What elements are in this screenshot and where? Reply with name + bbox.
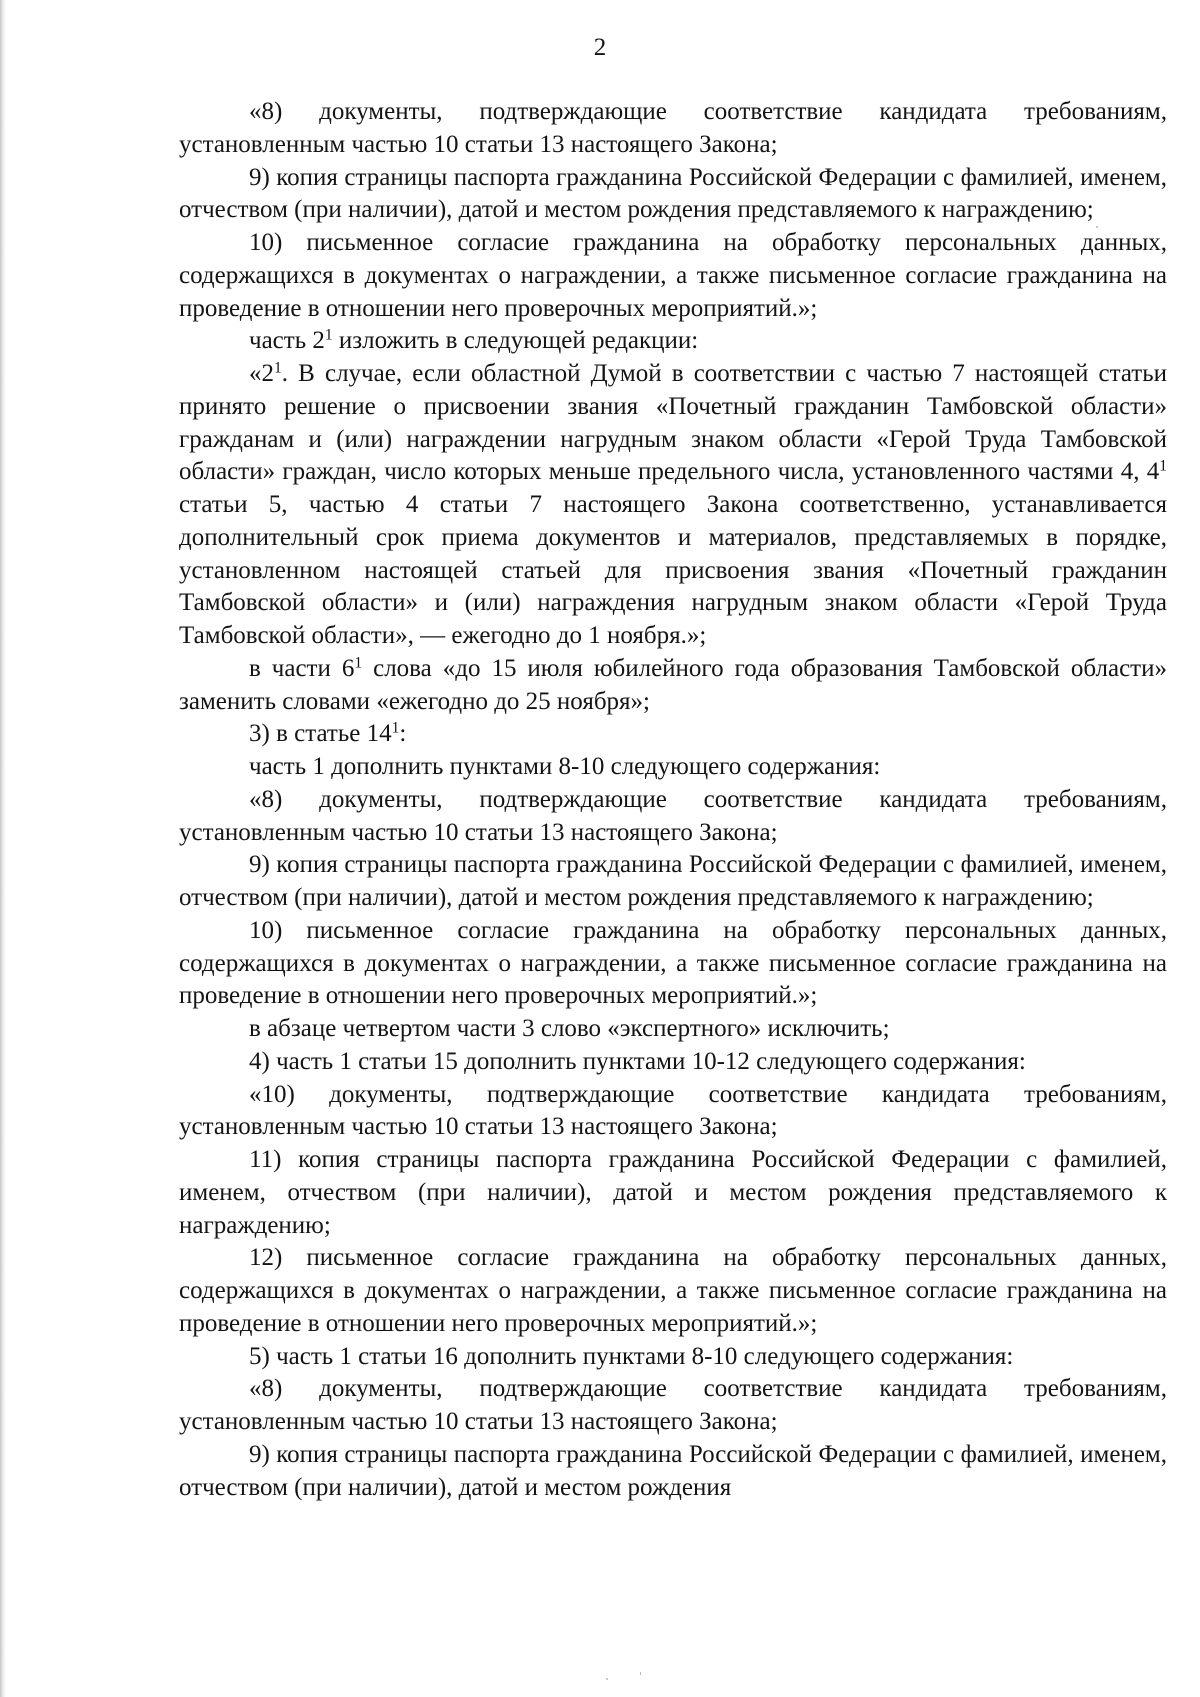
paragraph <box>179 1242 1167 1340</box>
paragraph <box>179 96 1167 162</box>
paragraph <box>179 1144 1167 1242</box>
scan-edge-shadow <box>0 0 6 1697</box>
paragraph <box>179 162 1167 228</box>
paragraph-text: «2 <box>249 360 274 387</box>
scan-speck <box>640 1672 641 1675</box>
paragraph-text: 5) часть 1 статьи 16 дополнить пунктами 8-10 следующего содержания: <box>249 1342 1014 1370</box>
paragraph <box>179 1046 1167 1079</box>
paragraph-text: : <box>399 720 407 748</box>
paragraph <box>179 1439 1167 1505</box>
paragraph <box>179 653 1167 719</box>
paragraph-text: в части 6 <box>249 654 355 682</box>
page-number: 2 <box>593 34 607 61</box>
paragraph <box>179 915 1167 1013</box>
paragraph-text: изложить в следующей редакции: <box>332 327 699 355</box>
scan-speck <box>1096 226 1098 228</box>
superscript-index: 1 <box>1159 457 1167 475</box>
superscript-index: 1 <box>391 719 400 737</box>
paragraph-text: 11) копия страницы паспорта гражданина Российской Федерации с фамилией, именем, отчеством (при наличии), датой и местом рождения представляемого к награждению; <box>179 1146 1167 1239</box>
paragraph <box>179 358 1167 653</box>
paragraph-text: часть 1 дополнить пунктами 8-10 следующего содержания: <box>249 753 881 780</box>
superscript-index: 1 <box>354 654 363 672</box>
superscript-index: 1 <box>324 326 333 344</box>
paragraph <box>179 784 1167 850</box>
paragraph-text: 3) в статье 14 <box>249 720 392 748</box>
paragraph-text: «8) документы, подтверждающие соответствие кандидата требованиям, установленным частью 10 статьи 13 настоящего Закона; <box>179 1375 1167 1435</box>
paragraph-text: статьи 5, частью 4 статьи 7 настоящего Закона соответственно, устанавливается дополнительный срок приема документов и материалов, представляемых в порядке, установленном настоящей статьей для присвоения звания «Почетный гражданин Тамбовской области» и (или) награждения нагрудным знаком области «Герой Труда Тамбовской области», — ежегодно до 1 ноября.»; <box>179 491 1167 649</box>
paragraph-text: часть 2 <box>249 327 325 355</box>
paragraph-text: «8) документы, подтверждающие соответствие кандидата требованиям, установленным частью 10 статьи 13 настоящего Закона; <box>179 98 1167 158</box>
paragraph-text: в абзаце четвертом части 3 слово «экспертного» исключить; <box>249 1015 890 1042</box>
paragraph <box>179 1341 1167 1374</box>
paragraph-text: 9) копия страницы паспорта гражданина Российской Федерации с фамилией, именем, отчеством (при наличии), датой и местом рождения <box>179 1440 1167 1501</box>
paragraph <box>179 849 1167 915</box>
superscript-index: 1 <box>274 359 282 377</box>
paragraph-text: . В случае, если областной Думой в соответствии с частью 7 настоящей статьи принято решение о присвоении звания «Почетный гражданин Тамбовской области» гражданам и (или) награждении нагрудным знаком области «Герой Труда Тамбовской области» граждан, число которых меньше предельного числа, установленного частями 4, 4 <box>179 360 1167 486</box>
paragraph-text: 9) копия страницы паспорта гражданина Российской Федерации с фамилией, именем, отчеством (при наличии), датой и местом рождения представляемого к награждению; <box>179 851 1167 911</box>
paragraph-text: 4) часть 1 статьи 15 дополнить пунктами 10-12 следующего содержания: <box>249 1047 1026 1075</box>
paragraph <box>179 227 1167 325</box>
paragraph <box>179 718 1167 751</box>
paragraph-text: 10) письменное согласие гражданина на обработку персональных данных, содержащихся в документах о награждении, а также письменное согласие гражданина на проведение в отношении него проверочных мероприятий.»; <box>179 229 1167 322</box>
paragraph-text: 12) письменное согласие гражданина на обработку персональных данных, содержащихся в документах о награждении, а также письменное согласие гражданина на проведение в отношении него проверочных мероприятий.»; <box>179 1244 1167 1337</box>
paragraph <box>179 1079 1167 1145</box>
paragraph <box>179 751 1167 784</box>
paragraph <box>179 325 1167 358</box>
paragraph-text: 9) копия страницы паспорта гражданина Российской Федерации с фамилией, именем, отчеством (при наличии), датой и местом рождения представляемого к награждению; <box>179 163 1167 224</box>
scan-speck <box>606 1678 608 1680</box>
document-body <box>179 96 1167 1504</box>
paragraph <box>179 1013 1167 1046</box>
paragraph-text: 10) письменное согласие гражданина на обработку персональных данных, содержащихся в документах о награждении, а также письменное согласие гражданина на проведение в отношении него проверочных мероприятий.»; <box>179 916 1167 1010</box>
paragraph <box>179 1373 1167 1439</box>
paragraph-text: слова «до 15 июля юбилейного года образования Тамбовской области» заменить словами «ежегодно до 25 ноября»; <box>179 654 1167 715</box>
paragraph-text: «8) документы, подтверждающие соответствие кандидата требованиям, установленным частью 10 статьи 13 настоящего Закона; <box>179 785 1167 846</box>
paragraph-text: «10) документы, подтверждающие соответствие кандидата требованиям, установленным частью 10 статьи 13 настоящего Закона; <box>179 1080 1167 1141</box>
